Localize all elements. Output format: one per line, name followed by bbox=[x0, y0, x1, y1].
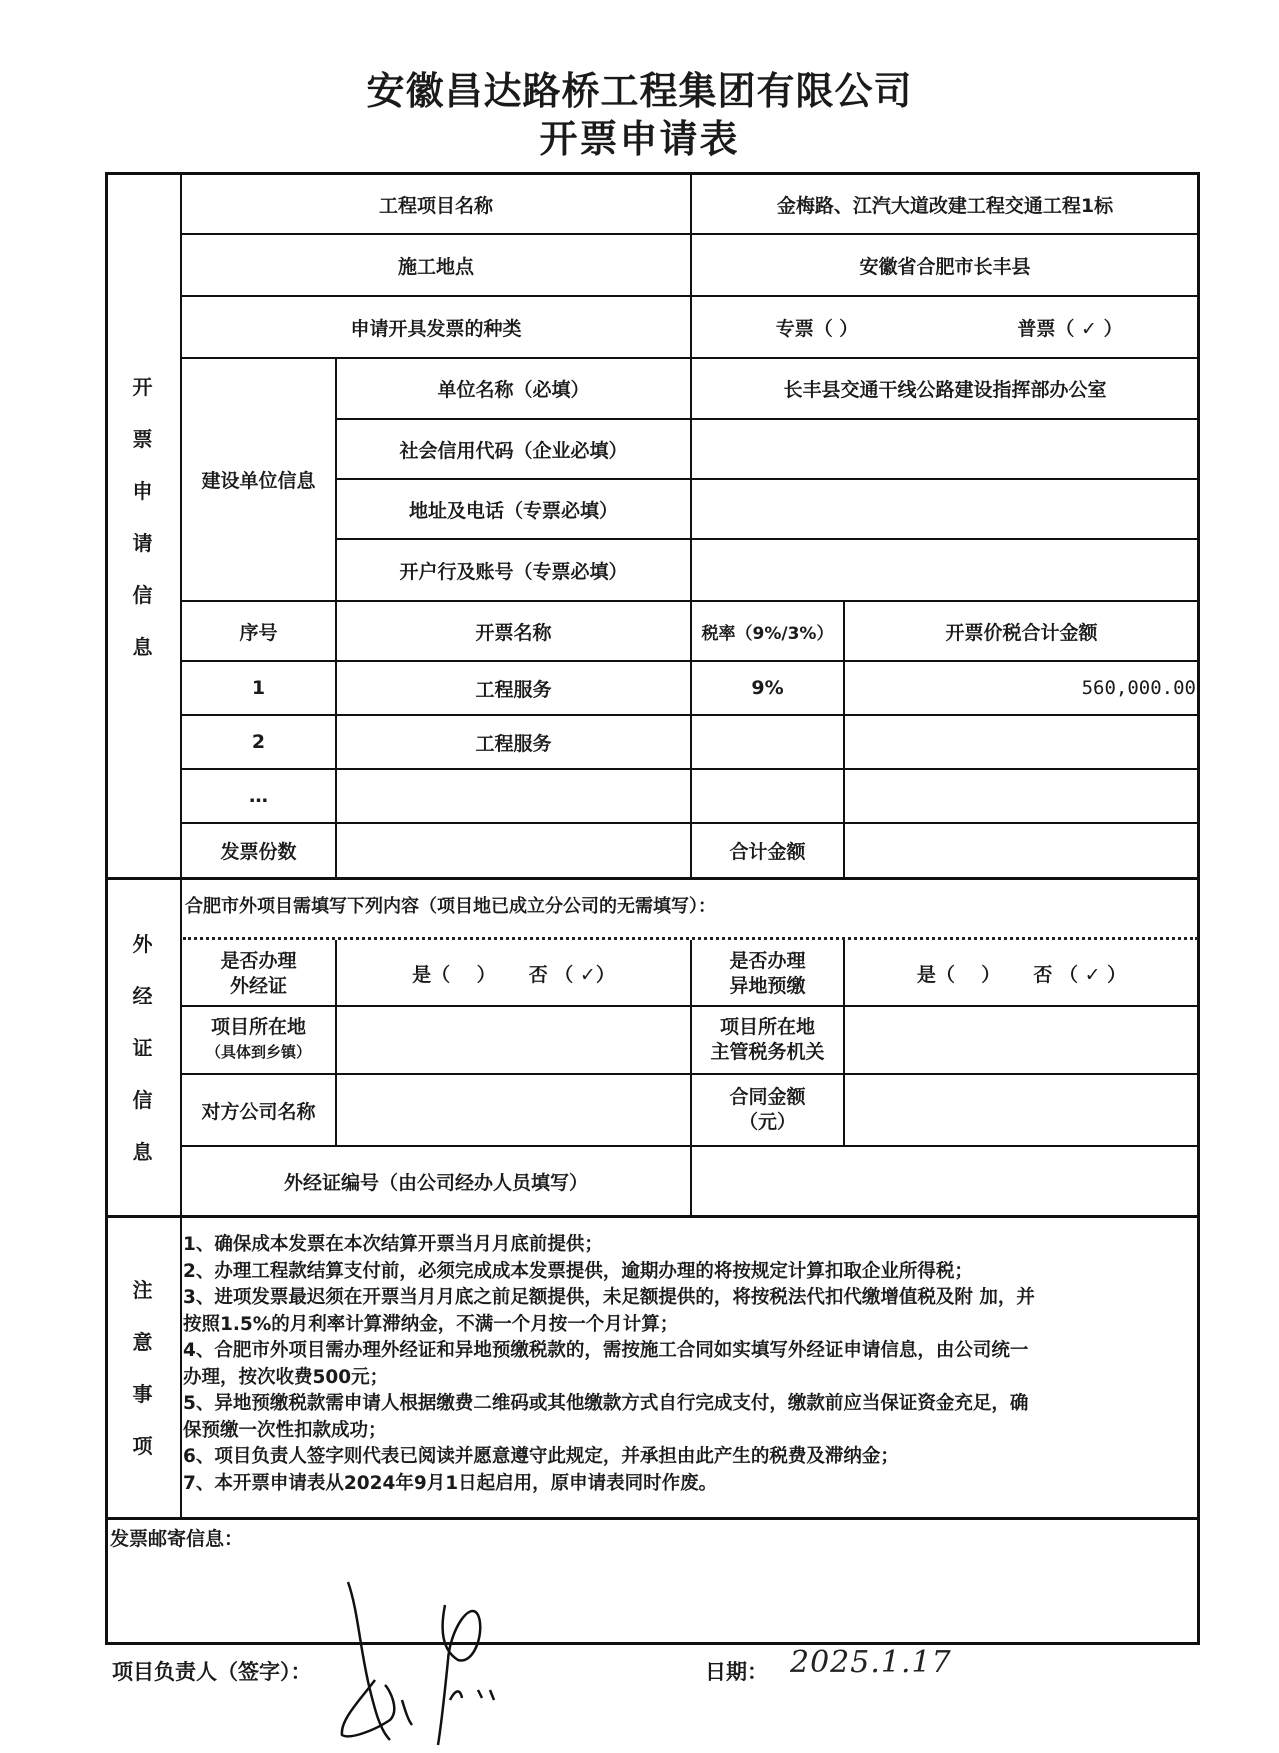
row-1-name[interactable]: 工程服务 bbox=[475, 678, 552, 701]
credit-code-field[interactable] bbox=[692, 420, 1198, 478]
site-town-field[interactable] bbox=[337, 1007, 690, 1073]
note-item: 4、合肥市外项目需办理外经证和异地预缴税款的，需按施工合同如实填写外经证申请信息，由公司统一 bbox=[183, 1340, 1029, 1361]
section-external-certificate bbox=[105, 880, 180, 1215]
contract-amount-field[interactable] bbox=[845, 1075, 1198, 1145]
section-char: 票 bbox=[132, 427, 153, 451]
invoice-count-label: 发票份数 bbox=[220, 841, 297, 863]
cert-label bbox=[182, 942, 335, 1005]
col-header-name: 开票名称 bbox=[475, 621, 552, 644]
cert-number-label: 外经证编号（由公司经办人员填写） bbox=[283, 1171, 588, 1194]
bank-account-field[interactable] bbox=[692, 540, 1198, 600]
invoice-type-label: 申请开具发票的种类 bbox=[350, 317, 522, 340]
bank-account-label: 开户行及账号（专票必填） bbox=[399, 560, 628, 583]
signature-stroke bbox=[342, 1680, 394, 1736]
section-char: 请 bbox=[132, 531, 153, 555]
col-header-rate: 税率（9%/3%） bbox=[701, 623, 834, 644]
prepay-choice[interactable]: 是（ ） 否 （ ✓ ） bbox=[916, 964, 1127, 986]
unit-name-label: 单位名称（必填） bbox=[437, 379, 590, 401]
section-char: 信 bbox=[132, 1087, 153, 1112]
row-2-name[interactable]: 工程服务 bbox=[475, 732, 552, 755]
company-title: 安徽昌达路桥工程集团有限公司 bbox=[366, 69, 913, 113]
section-char: 开 bbox=[132, 375, 153, 399]
prepay-label-line1: 是否办理 bbox=[729, 949, 806, 972]
note-item: 按照1.5%的月利率计算滞纳金，不满一个月按一个月计算； bbox=[183, 1313, 679, 1335]
prepay-label bbox=[692, 942, 843, 1005]
note-item: 3、进项发票最迟须在开票当月月底之前足额提供，未足额提供的，将按税法代扣代缴增值税及附 加，并 bbox=[183, 1287, 1035, 1308]
signer-label: 项目负责人（签字）： bbox=[112, 1660, 312, 1684]
section-char: 事 bbox=[132, 1381, 153, 1406]
unit-name-value[interactable]: 长丰县交通干线公路建设指挥部办公室 bbox=[783, 379, 1107, 401]
date-label: 日期： bbox=[705, 1660, 768, 1684]
tax-office-label-line1: 项目所在地 bbox=[719, 1016, 815, 1038]
note-item: 6、项目负责人签字则代表已阅读并愿意遵守此规定，并承担由此产生的税费及滞纳金； bbox=[183, 1446, 899, 1467]
counterparty-field[interactable] bbox=[337, 1075, 690, 1145]
signature-stroke bbox=[450, 1691, 462, 1700]
site-town-label-line1: 项目所在地 bbox=[210, 1016, 306, 1038]
signature-stroke bbox=[478, 1690, 494, 1700]
notes-list bbox=[183, 1232, 1198, 1497]
contract-amount-label-line1: 合同金额 bbox=[729, 1086, 806, 1108]
invoice-count-field[interactable] bbox=[337, 824, 690, 877]
tax-office-label bbox=[692, 1007, 843, 1073]
cert-number-field[interactable] bbox=[692, 1147, 1198, 1215]
row-3-name[interactable] bbox=[337, 770, 690, 822]
section-char: 注 bbox=[132, 1277, 153, 1302]
section-char: 外 bbox=[132, 931, 153, 956]
site-town-label-line2: （具体到乡镇） bbox=[205, 1043, 311, 1061]
special-invoice-option[interactable]: 专票（ ） bbox=[775, 317, 859, 340]
row-2-no: 2 bbox=[251, 731, 266, 753]
dotted-divider bbox=[183, 937, 1198, 940]
site-town-label bbox=[182, 1007, 335, 1073]
row-1-no: 1 bbox=[251, 677, 266, 699]
section-char: 证 bbox=[132, 1035, 153, 1060]
section-char: 息 bbox=[132, 635, 153, 659]
row-1-amount[interactable]: 560,000.00 bbox=[1081, 677, 1196, 699]
divider bbox=[105, 1517, 1200, 1520]
external-instruction: 合肥市外项目需填写下列内容（项目地已成立分公司的无需填写）： bbox=[185, 896, 716, 917]
note-item: 办理，按次收费500元； bbox=[183, 1366, 389, 1388]
total-amount-field[interactable] bbox=[845, 824, 1198, 877]
col-header-amount: 开票价税合计金额 bbox=[945, 621, 1098, 644]
section-notes bbox=[105, 1218, 180, 1517]
builder-info-label: 建设单位信息 bbox=[201, 470, 316, 492]
row-2-amount[interactable] bbox=[845, 716, 1198, 768]
section-char: 项 bbox=[132, 1433, 153, 1458]
form-title: 开票申请表 bbox=[539, 117, 740, 161]
section-invoice-application bbox=[105, 357, 180, 677]
mailing-info-field[interactable] bbox=[108, 1552, 1196, 1642]
note-item: 2、办理工程款结算支付前，必须完成成本发票提供，逾期办理的将按规定计算扣取企业所得税； bbox=[183, 1260, 973, 1282]
divider bbox=[105, 877, 1200, 880]
signature-stroke bbox=[402, 1700, 412, 1725]
prepay-label-line2: 异地预缴 bbox=[729, 974, 806, 997]
section-char: 信 bbox=[132, 583, 153, 607]
signature-mark bbox=[330, 1570, 550, 1750]
project-name-value[interactable]: 金梅路、江汽大道改建工程交通工程1标 bbox=[776, 194, 1114, 217]
credit-code-label: 社会信用代码（企业必填） bbox=[399, 439, 628, 462]
section-char: 息 bbox=[132, 1139, 153, 1164]
mailing-info-label: 发票邮寄信息： bbox=[110, 1528, 244, 1550]
date-value[interactable]: 2025.1.17 bbox=[790, 1645, 952, 1680]
project-name-label: 工程项目名称 bbox=[378, 194, 493, 217]
row-3-rate[interactable] bbox=[692, 770, 843, 822]
total-amount-label: 合计金额 bbox=[729, 841, 806, 863]
contract-amount-label bbox=[692, 1075, 843, 1145]
site-value[interactable]: 安徽省合肥市长丰县 bbox=[859, 255, 1031, 278]
row-3-amount[interactable] bbox=[845, 770, 1198, 822]
signature-stroke bbox=[438, 1605, 480, 1745]
site-label: 施工地点 bbox=[397, 255, 474, 278]
general-invoice-option[interactable]: 普票（ ✓ ） bbox=[1017, 317, 1123, 340]
cert-label-line2: 外经证 bbox=[229, 974, 287, 997]
note-item: 5、异地预缴税款需申请人根据缴费二维码或其他缴款方式自行完成支付，缴款前应当保证资金充足，确 bbox=[183, 1393, 1029, 1414]
note-item: 1、确保成本发票在本次结算开票当月月底前提供； bbox=[183, 1234, 603, 1255]
section-char: 经 bbox=[132, 983, 153, 1008]
note-item: 保预缴一次性扣款成功； bbox=[183, 1419, 387, 1441]
row-1-rate[interactable]: 9% bbox=[751, 677, 784, 699]
signature-stroke bbox=[348, 1582, 390, 1740]
section-char: 意 bbox=[132, 1329, 153, 1354]
row-2-rate[interactable] bbox=[692, 716, 843, 768]
tax-office-label-line2: 主管税务机关 bbox=[710, 1041, 825, 1063]
divider bbox=[105, 1215, 1200, 1218]
address-phone-field[interactable] bbox=[692, 480, 1198, 538]
row-3-no: … bbox=[249, 785, 268, 807]
contract-amount-label-line2: （元） bbox=[738, 1111, 796, 1133]
tax-office-field[interactable] bbox=[845, 1007, 1198, 1073]
col-header-no: 序号 bbox=[239, 621, 278, 644]
cert-label-line1: 是否办理 bbox=[220, 949, 297, 972]
section-char: 申 bbox=[132, 479, 153, 503]
cert-choice[interactable]: 是（ ） 否 （ ✓） bbox=[412, 964, 615, 986]
note-item: 7、本开票申请表从2024年9月1日起启用，原申请表同时作废。 bbox=[183, 1472, 718, 1494]
counterparty-label: 对方公司名称 bbox=[201, 1100, 316, 1123]
address-phone-label: 地址及电话（专票必填） bbox=[408, 499, 618, 522]
